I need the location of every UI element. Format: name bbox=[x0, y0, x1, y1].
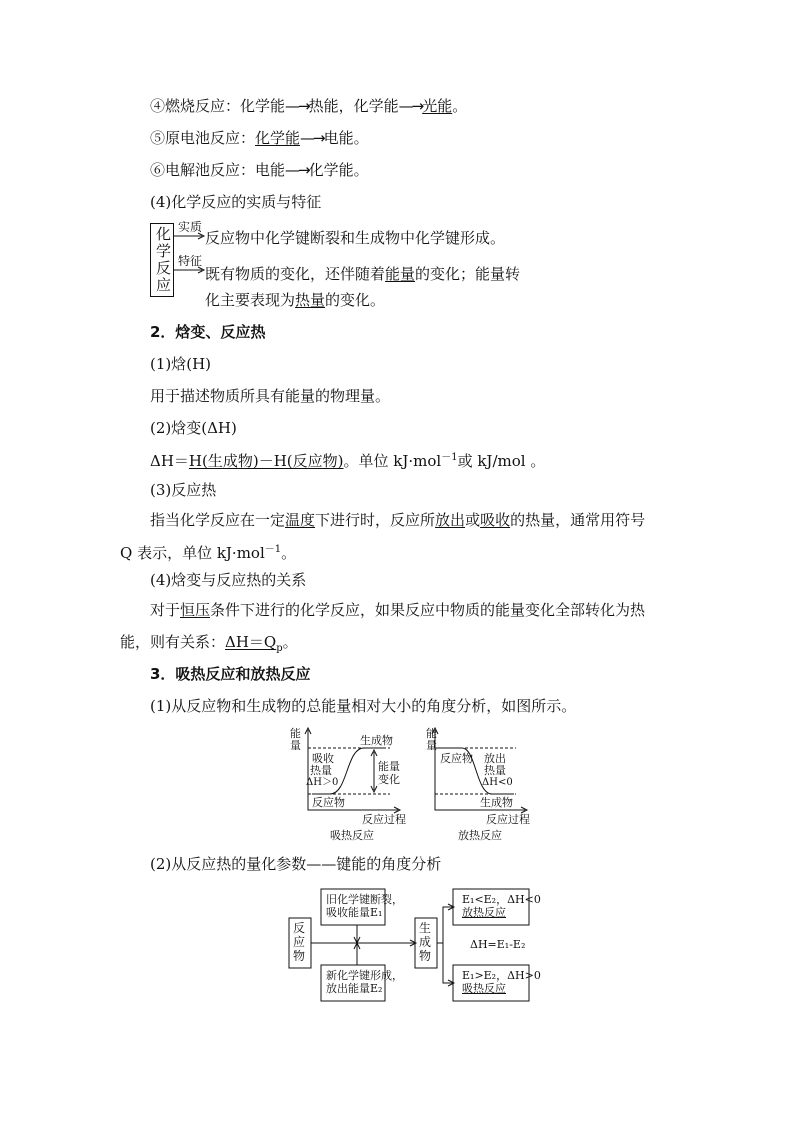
flow-release-energy: 放出能量E₂ bbox=[326, 982, 383, 995]
essence-text: 反应物中化学键断裂和生成物中化学键形成。 bbox=[205, 229, 506, 247]
label-essence: 实质 bbox=[178, 220, 203, 234]
fig1-left-absorb: 吸收 bbox=[312, 752, 334, 765]
fig1-left-caption: 吸热反应 bbox=[330, 829, 374, 842]
fig1-left-reactant: 反应物 bbox=[312, 796, 345, 809]
enthalpy-description: 用于描述物质所具有能量的物理量。 bbox=[150, 387, 391, 405]
essence-box-char: 化 bbox=[156, 225, 172, 243]
reaction-heat-unit: Q 表示，单位 kJ·mol$^{-1}$。 bbox=[120, 544, 297, 562]
arrow-icon: —→ bbox=[398, 97, 423, 115]
section-heading-enthalpy: 2．焓变、反应热 bbox=[150, 323, 266, 341]
characteristic-text-2: 化主要表现为热量的变化。 bbox=[205, 291, 386, 309]
flow-exo-condition: E₁<E₂，ΔH<0 bbox=[462, 893, 541, 906]
fig1-right-release: 放出 bbox=[484, 752, 506, 765]
flow-dh-formula: ΔH=E₁-E₂ bbox=[470, 938, 526, 951]
fig1-right-dh: ΔH<0 bbox=[482, 777, 513, 788]
fig1-right-xlabel: 反应过程 bbox=[486, 813, 530, 826]
fig1-left-change2: 变化 bbox=[378, 773, 400, 786]
flow-endo-condition: E₁>E₂，ΔH>0 bbox=[462, 969, 541, 982]
fig1-right-ylabel: 能量 bbox=[426, 727, 437, 752]
fig1-left-change1: 能量 bbox=[378, 760, 400, 773]
fig1-left-ylabel: 能量 bbox=[290, 727, 301, 752]
analysis-energy-text: (1)从反应物和生成物的总能量相对大小的角度分析，如图所示。 bbox=[150, 697, 577, 715]
line-electrolysis: ⑥电解池反应：电能—→化学能。 bbox=[150, 161, 369, 179]
arrow-icon: —→ bbox=[300, 129, 324, 147]
arrow-icon: —→ bbox=[285, 161, 309, 179]
flow-product: 生成物 bbox=[419, 921, 432, 963]
flow-endo-label: 吸热反应 bbox=[462, 982, 506, 995]
fig1-right-product: 生成物 bbox=[480, 796, 513, 809]
flow-absorb-energy: 吸收能量E₁ bbox=[326, 906, 383, 919]
sub-heading-relation: (4)焓变与反应热的关系 bbox=[150, 571, 307, 589]
heading-essence: (4)化学反应的实质与特征 bbox=[150, 193, 322, 211]
line-combustion: ④燃烧反应：化学能—→热能，化学能—→光能。 bbox=[150, 97, 468, 115]
sub-heading-reaction-heat: (3)反应热 bbox=[150, 481, 217, 499]
sub-heading-enthalpy-change: (2)焓变(ΔH) bbox=[150, 419, 237, 437]
fig1-left-absorb2: 热量 bbox=[310, 764, 332, 777]
relation-text: 对于恒压条件下进行的化学反应，如果反应中物质的能量变化全部转化为热 bbox=[150, 601, 646, 619]
line-galvanic-cell: ⑤原电池反应：化学能—→电能。 bbox=[150, 129, 369, 147]
fig1-left-dh: ΔH＞0 bbox=[306, 777, 339, 788]
fig1-left-xlabel: 反应过程 bbox=[362, 813, 406, 826]
relation-equation: 能，则有关系：$\Delta H=Q_p$。 bbox=[120, 633, 298, 654]
fig1-right-reactant: 反应物 bbox=[440, 752, 473, 765]
essence-box-char: 反 bbox=[156, 259, 172, 277]
enthalpy-change-equation: ΔH＝H(生成物)－H(反应物)。单位 kJ·mol$^{-1}$或 kJ/mol 。 bbox=[150, 452, 546, 470]
label-characteristic: 特征 bbox=[178, 254, 203, 268]
characteristic-text: 既有物质的变化，还伴随着能量的变化；能量转 bbox=[205, 265, 521, 283]
sub-heading-enthalpy: (1)焓(H) bbox=[150, 355, 212, 373]
reaction-heat-definition: 指当化学反应在一定温度下进行时，反应所放出或吸收的热量，通常用符号 bbox=[150, 511, 646, 529]
essence-box-char: 应 bbox=[156, 276, 172, 294]
fig1-right-caption: 放热反应 bbox=[458, 829, 502, 842]
flow-reactant: 反应物 bbox=[293, 921, 306, 963]
analysis-bond-energy-text: (2)从反应热的量化参数——键能的角度分析 bbox=[150, 855, 442, 873]
essence-box-char: 学 bbox=[156, 242, 172, 260]
section-heading-endo-exo: 3．吸热反应和放热反应 bbox=[150, 665, 311, 683]
fig1-right-release2: 热量 bbox=[484, 764, 506, 777]
flow-form-bonds: 新化学键形成， bbox=[326, 969, 403, 982]
arrow-icon: —→ bbox=[285, 97, 309, 115]
flow-exo-label: 放热反应 bbox=[462, 906, 506, 919]
fig1-left-product: 生成物 bbox=[360, 734, 393, 747]
flow-break-bonds: 旧化学键断裂， bbox=[326, 893, 403, 906]
